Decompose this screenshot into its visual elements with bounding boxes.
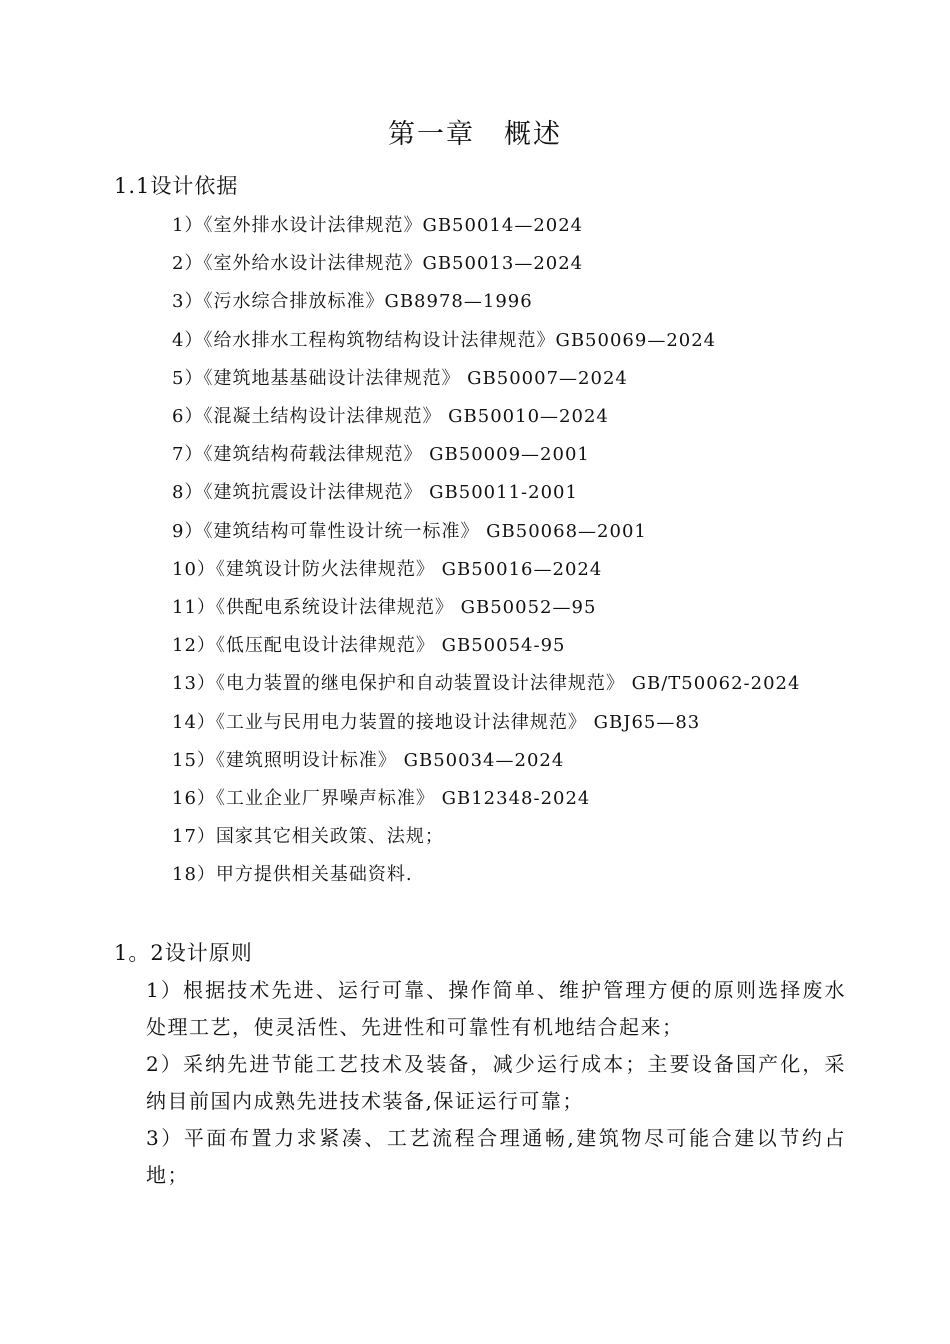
list-item: 9）《建筑结构可靠性设计统一标准》 GB50068—2001 [172, 520, 647, 542]
section-heading-design-principles: 1。2设计原则 [114, 941, 253, 965]
list-item: 12）《低压配电设计法律规范》 GB50054-95 [172, 635, 566, 657]
list-item: 3）《污水综合排放标准》GB8978—1996 [172, 291, 533, 313]
list-item: 5）《建筑地基基础设计法律规范》 GB50007—2024 [172, 367, 628, 389]
chapter-title: 第一章 概述 [388, 119, 562, 150]
list-item: 18）甲方提供相关基础资料. [172, 864, 413, 886]
list-item: 16）《工业企业厂界噪声标准》 GB12348-2024 [172, 788, 591, 810]
list-item: 11）《供配电系统设计法律规范》 GB50052—95 [172, 597, 597, 619]
list-item: 2）采纳先进节能工艺技术及装备，减少运行成本；主要设备国产化，采纳目前国内成熟先进技术装备,保证运行可靠； [146, 1052, 846, 1113]
list-item: 15）《建筑照明设计标准》 GB50034—2024 [172, 749, 565, 771]
list-item: 17）国家其它相关政策、法规； [172, 826, 444, 848]
list-item: 3）平面布置力求紧凑、工艺流程合理通畅,建筑物尽可能合建以节约占地； [146, 1126, 846, 1187]
list-item: 10）《建筑设计防火法律规范》 GB50016—2024 [172, 558, 603, 580]
list-item: 7）《建筑结构荷载法律规范》 GB50009—2001 [172, 444, 590, 466]
design-basis-list [172, 207, 852, 895]
list-item: 1）根据技术先进、运行可靠、操作简单、维护管理方便的原则选择废水处理工艺，使灵活性、先进性和可靠性有机地结合起来； [146, 978, 846, 1039]
design-principles-list [146, 972, 846, 1194]
list-item: 4）《给水排水工程构筑物结构设计法律规范》GB50069—2024 [172, 329, 717, 351]
list-item: 6）《混凝土结构设计法律规范》 GB50010—2024 [172, 406, 609, 428]
list-item: 14）《工业与民用电力装置的接地设计法律规范》 GBJ65—83 [172, 711, 701, 733]
list-item: 13）《电力装置的继电保护和自动装置设计法律规范》 GB/T50062-2024 [172, 673, 801, 695]
list-item: 1）《室外排水设计法律规范》GB50014—2024 [172, 215, 584, 236]
list-item: 2）《室外给水设计法律规范》GB50013—2024 [172, 253, 584, 275]
section-heading-design-basis: 1.1设计依据 [114, 174, 239, 198]
list-item: 8）《建筑抗震设计法律规范》 GB50011-2001 [172, 482, 578, 504]
